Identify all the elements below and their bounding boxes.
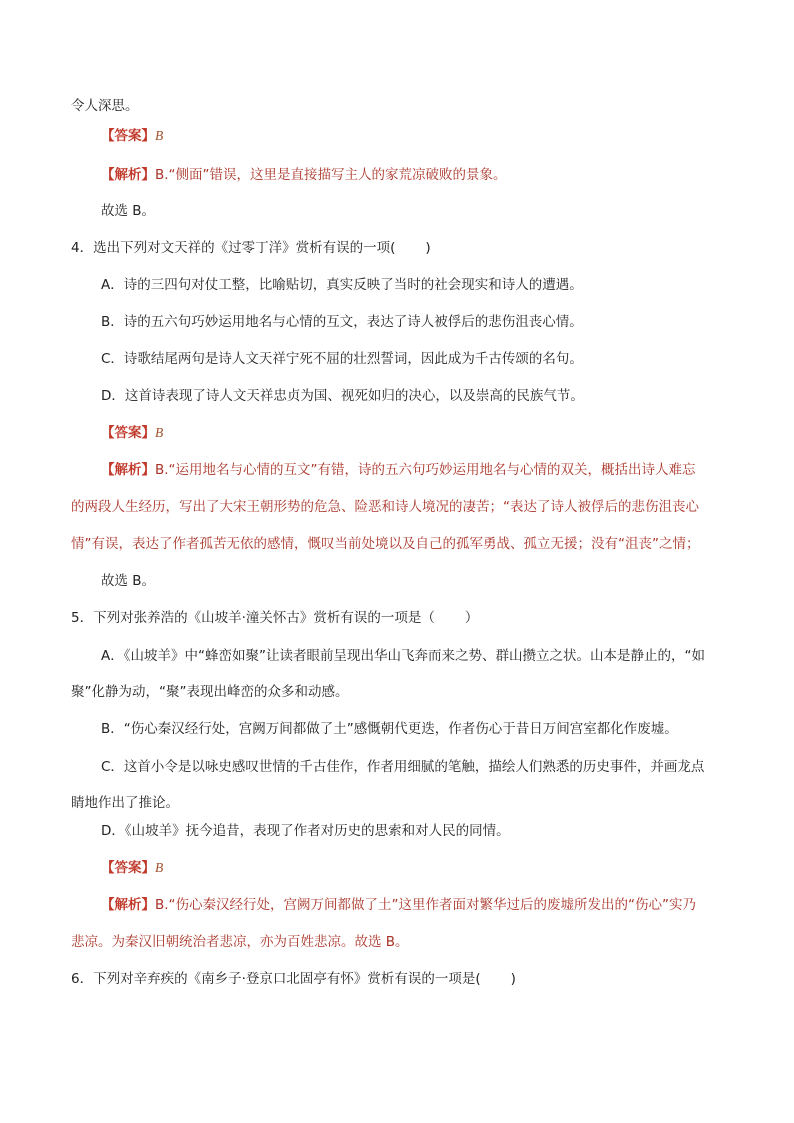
q4-option-d: D．这首诗表现了诗人文天祥忠贞为国、视死如归的决心，以及崇高的民族气节。: [101, 388, 584, 404]
q4-option-b: B．诗的五六句巧妙运用地名与心情的互文，表达了诗人被俘后的悲伤沮丧心情。: [101, 314, 583, 330]
q5-analysis-line-1: [101, 895, 696, 915]
analysis-label: 【解析】: [101, 462, 155, 478]
q4-stem-text: 4．选出下列对文天祥的《过零丁洋》赏析有误的一项(: [71, 240, 396, 256]
analysis-text: B.“侧面”错误，这里是直接描写主人的家荒凉破败的景象。: [155, 167, 507, 183]
q4-option-c: C．诗歌结尾两句是诗人文天祥宁死不屈的壮烈誓词，因此成为千古传颂的名句。: [101, 351, 583, 367]
q5-option-b: B．“伤心秦汉经行处，宫阙万间都做了土”感慨朝代更迭，作者伤心于昔日万间宫室都化作废墟。: [101, 721, 678, 737]
q5-option-a-line-2: 聚”化静为动，“聚”表现出峰峦的众多和动感。: [71, 684, 349, 700]
q4-answer: [101, 423, 163, 443]
analysis-text: B.“伤心秦汉经行处，宫阙万间都做了土”这里作者面对繁华过后的废墟所发出的“伤心”实乃: [155, 897, 697, 913]
q3-answer: [101, 126, 163, 146]
q5-stem-text: 5．下列对张养浩的《山坡羊·潼关怀古》赏析有误的一项是（: [71, 610, 435, 626]
answer-value: B: [155, 860, 164, 875]
analysis-text: B.“运用地名与心情的互文”有错，诗的五六句巧妙运用地名与心情的双关，概括出诗人难忘: [155, 462, 696, 478]
q4-conclusion: 故选 B。: [101, 573, 156, 589]
q5-option-c-line-2: 睛地作出了推论。: [71, 795, 179, 811]
q4-analysis-line-1: [101, 460, 696, 480]
analysis-label: 【解析】: [101, 897, 155, 913]
q5-option-c-line-1: C．这首小令是以咏史感叹世情的千古佳作，作者用细腻的笔触，描绘人们熟悉的历史事件，并画龙点: [101, 759, 705, 775]
answer-value: B: [155, 128, 164, 143]
q4-stem-close: ): [425, 240, 431, 256]
q4-analysis-line-2: 的两段人生经历，写出了大宋王朝形势的危急、险恶和诗人境况的凄苦；“表达了诗人被俘后的悲伤沮丧心: [71, 499, 699, 515]
answer-label: 【答案】: [101, 425, 155, 441]
q3-conclusion: 故选 B。: [101, 203, 156, 219]
q4-stem: [71, 238, 431, 258]
answer-value: B: [155, 425, 164, 440]
q5-stem-close: ）: [464, 610, 479, 626]
q3-analysis: [101, 165, 507, 185]
q6-stem-close: ): [510, 971, 516, 987]
q6-stem-text: 6．下列对辛弃疾的《南乡子·登京口北固亭有怀》赏析有误的一项是(: [71, 971, 481, 987]
q4-analysis-line-3: 情”有误，表达了作者孤苦无依的感情，慨叹当前处境以及自己的孤军勇战、孤立无援；没有“沮丧”之情；: [71, 536, 700, 552]
q5-answer: [101, 858, 163, 878]
q5-option-a-line-1: A．《山坡羊》中“蜂峦如聚”让读者眼前呈现出华山飞奔而来之势、群山攒立之状。山本是静止的，“如: [101, 648, 705, 664]
q5-option-d: D．《山坡羊》抚今追昔，表现了作者对历史的思索和对人民的同情。: [101, 823, 510, 839]
q4-option-a: A．诗的三四句对仗工整，比喻贴切，真实反映了当时的社会现实和诗人的遭遇。: [101, 277, 583, 293]
analysis-label: 【解析】: [101, 167, 155, 183]
q6-stem: [71, 969, 516, 989]
q5-analysis-line-2: 悲凉。为秦汉旧朝统治者悲凉，亦为百姓悲凉。故选 B。: [71, 934, 409, 950]
answer-label: 【答案】: [101, 860, 155, 876]
q5-stem: [71, 608, 478, 628]
intro-end-text: 令人深思。: [71, 98, 139, 114]
answer-label: 【答案】: [101, 128, 155, 144]
